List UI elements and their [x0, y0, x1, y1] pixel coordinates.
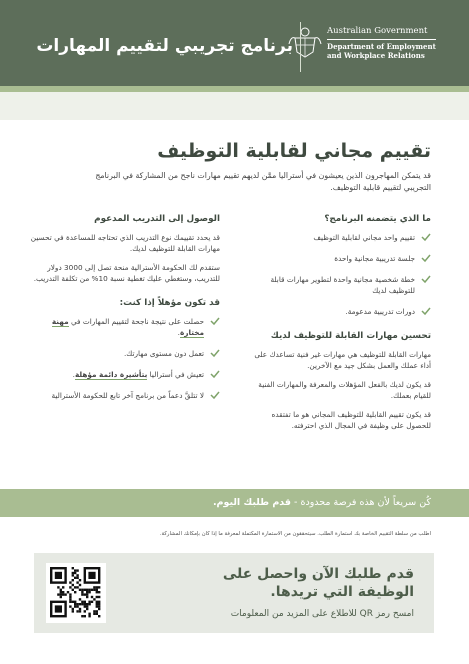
intro-text: قد يتمكن المهاجرون الذين يعيشون في أستراليا ممَّن لديهم تقييم مهارات ناجح من المشاركة في البرنامج التجريبي لتقييم قابلية التوظيف.: [95, 171, 431, 192]
urgency-banner: [0, 489, 469, 517]
checkmark-icon: [210, 369, 220, 379]
banner-text: كُن سريعاً لأن هذه فرصة محدودة -: [291, 497, 431, 508]
subsidised-training-heading: الوصول إلى التدريب المدعوم: [94, 214, 220, 224]
program-title: برنامج تجريبي لتقييم المهارات: [36, 36, 293, 56]
page-header: [0, 0, 469, 92]
cta-title: قدم طلبك الآن واحصل على الوظيفة التي تريدها.: [222, 566, 414, 600]
checkmark-icon: [210, 348, 220, 358]
body-paragraph: قد يحدد تقييمك نوع التدريب الذي تحتاجه للمساعدة في تحسين مهارات القابلة للتوظيف لديك.: [30, 233, 220, 253]
page-title: تقييم مجاني لقابلية التوظيف: [157, 140, 431, 162]
checkmark-icon: [210, 316, 220, 326]
eligibility-heading: قد تكون مؤهلاً إذا كنت:: [119, 298, 220, 308]
list-item: [253, 274, 431, 296]
call-to-action-box: [34, 553, 434, 633]
list-item: [253, 232, 431, 243]
list-item: [30, 348, 220, 359]
checkmark-icon: [421, 274, 431, 284]
list-item: تعيش في أستراليا بتأشيرة دائمة مؤهلة.: [30, 369, 220, 380]
list-item: [253, 253, 431, 264]
list-item: [30, 390, 220, 401]
body-paragraph: مهارات القابلة للتوظيف هي مهارات غير فنية تساعدك على أداء عملك والعمل بشكل جيد مع الآخرين.: [254, 350, 431, 370]
government-logo: [287, 22, 447, 66]
checkmark-icon: [421, 253, 431, 263]
checkmark-icon: [210, 390, 220, 400]
eligibility-list: [30, 316, 220, 401]
list-item-text: تعيش في أستراليا: [147, 370, 204, 379]
list-item-text: تقييم واحد مجاني لقابلية التوظيف: [313, 233, 415, 242]
nominated-occupation-link[interactable]: مهنة مختارة: [51, 317, 204, 337]
list-item-text: جلسة تدريبية مجانية واحدة: [334, 254, 415, 263]
checkmark-icon: [421, 306, 431, 316]
banner-bold-text: قدم طلبك اليوم.: [212, 497, 292, 508]
list-item-text: لا تتلقَّ دعماً من برنامج آخر تابع للحكومة الأسترالية: [51, 391, 204, 400]
header-divider: [300, 22, 301, 72]
department-name-line2: and Workplace Relations: [327, 51, 425, 60]
right-column: [253, 214, 431, 439]
body-paragraph: قد يكون تقييم القابلية للتوظيف المجاني هو ما تفتقده للحصول على وظيفة في المجال الذي احترفته.: [271, 410, 431, 430]
eligible-visa-link[interactable]: بتأشيرة دائمة مؤهلة: [74, 370, 148, 379]
gov-name: Australian Government: [327, 26, 428, 36]
fine-print: اطلب من سلطة التقييم الخاصة بك استمارة الطلب. سيتحققون من الاستمارة المكتملة لمعرفة ما إذا كان بإمكانك المشاركة.: [159, 531, 431, 537]
list-item: حصلت على نتيجة ناجحة لتقييم المهارات في مهنة مختارة.: [30, 316, 220, 338]
list-item-text: تعمل دون مستوى مهارتك.: [123, 349, 204, 358]
checkmark-icon: [421, 232, 431, 242]
improve-skills-heading: تحسين مهارات القابلة للتوظيف لديك: [270, 331, 431, 341]
list-item-text: خطة شخصية مجانية واحدة لتطوير مهارات قابلة للتوظيف لديك: [270, 275, 415, 295]
header-band: [0, 92, 469, 120]
department-name-line1: Department of Employment: [327, 39, 436, 51]
list-item-text: دورات تدريبية مدعومة.: [345, 307, 415, 316]
list-item: [253, 306, 431, 317]
left-column: [30, 214, 220, 411]
qr-code-icon[interactable]: [46, 563, 106, 623]
body-paragraph: ستقدم لك الحكومة الأسترالية منحة تصل إلى 3000 دولار للتدريب، وستغطي عليك تغطية نسبة 10% من تكلفة التدريب.: [33, 263, 220, 283]
program-includes-list: [253, 232, 431, 317]
program-includes-heading: ما الذي يتضمنه البرنامج؟: [324, 214, 431, 224]
body-paragraph: قد يكون لديك بالفعل المؤهلات والمعرفة والمهارات الفنية للقيام بعملك.: [258, 380, 431, 400]
list-item-text: حصلت على نتيجة ناجحة لتقييم المهارات في: [68, 317, 204, 326]
cta-subtitle: امسح رمز QR للاطلاع على المزيد من المعلومات: [230, 609, 414, 619]
